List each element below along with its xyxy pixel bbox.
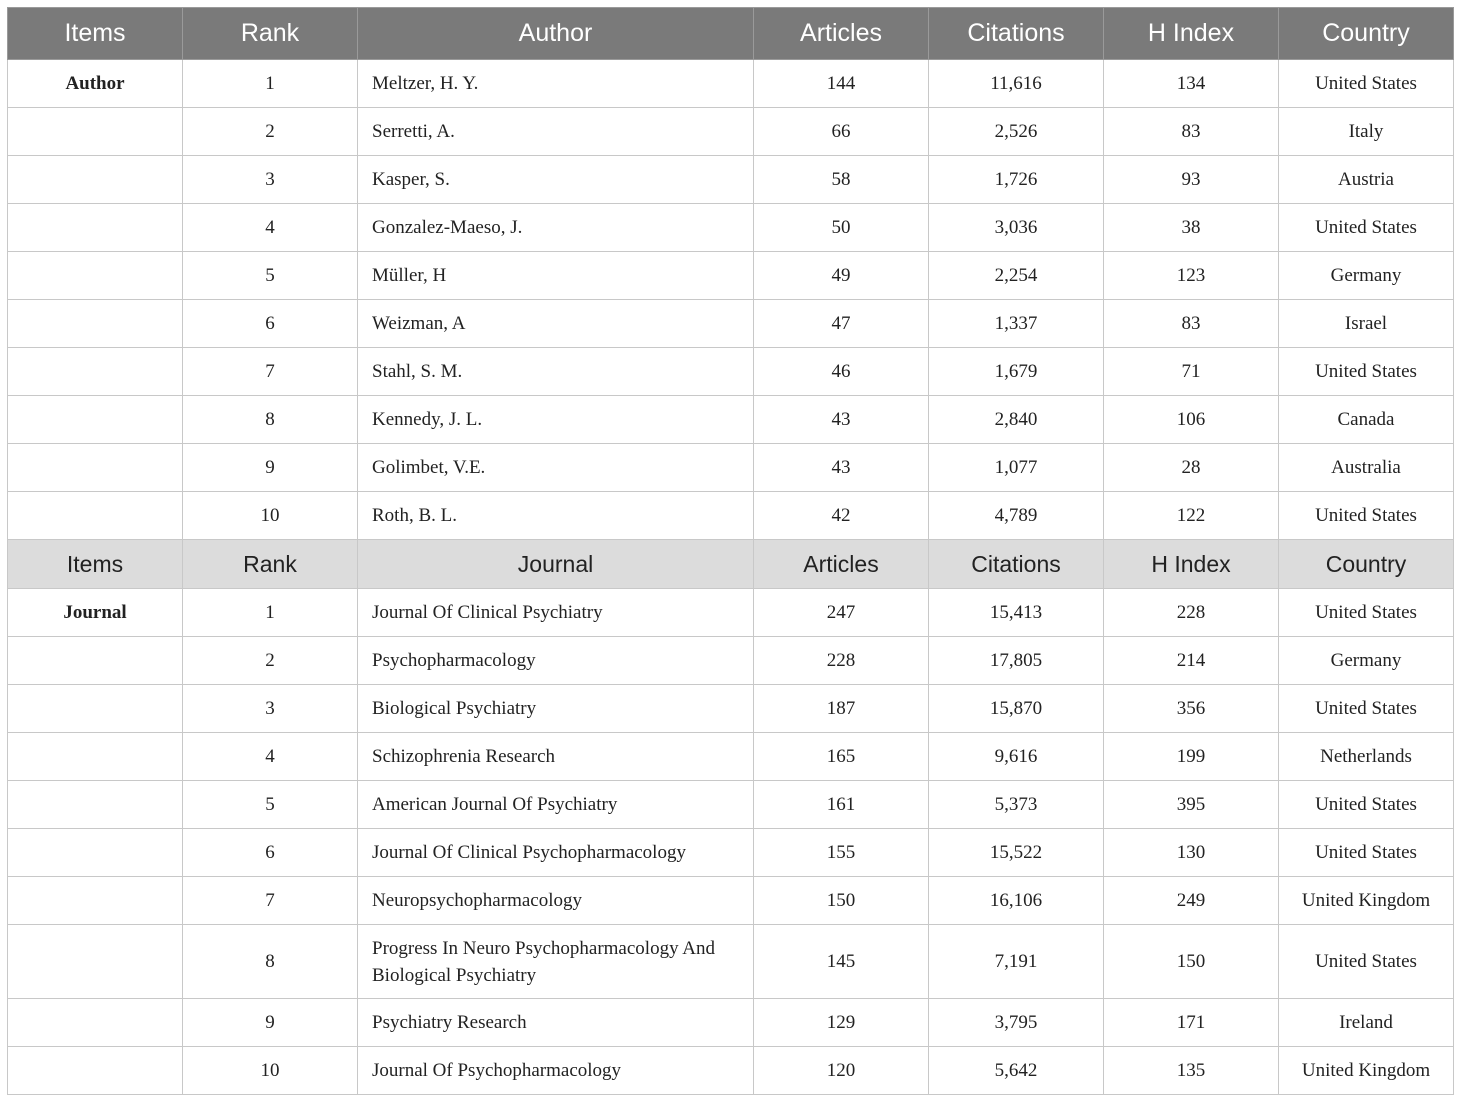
header-h-index: H Index — [1104, 8, 1279, 60]
journal-row — [8, 877, 1454, 925]
name-cell: Biological Psychiatry — [358, 685, 754, 733]
group-label — [8, 252, 183, 300]
group-label — [8, 733, 183, 781]
rank-cell: 9 — [183, 999, 358, 1047]
name-cell: Stahl, S. M. — [358, 348, 754, 396]
h-index-cell: 135 — [1104, 1047, 1279, 1095]
country-cell: United States — [1279, 589, 1454, 637]
name-cell: Roth, B. L. — [358, 492, 754, 540]
h-index-cell: 106 — [1104, 396, 1279, 444]
journal-row — [8, 1047, 1454, 1095]
header-citations: Citations — [929, 8, 1104, 60]
rank-cell: 9 — [183, 444, 358, 492]
journal-row — [8, 999, 1454, 1047]
articles-cell: 145 — [754, 925, 929, 999]
rank-cell: 8 — [183, 396, 358, 444]
group-label: Author — [8, 60, 183, 108]
author-row — [8, 300, 1454, 348]
author-row — [8, 444, 1454, 492]
articles-cell: 144 — [754, 60, 929, 108]
header-country: Country — [1279, 540, 1454, 589]
rank-cell: 1 — [183, 60, 358, 108]
citations-cell: 9,616 — [929, 733, 1104, 781]
author-row — [8, 252, 1454, 300]
rank-cell: 10 — [183, 1047, 358, 1095]
citations-cell: 1,679 — [929, 348, 1104, 396]
header-rank: Rank — [183, 540, 358, 589]
author-row — [8, 156, 1454, 204]
h-index-cell: 171 — [1104, 999, 1279, 1047]
rank-cell: 8 — [183, 925, 358, 999]
journal-row — [8, 829, 1454, 877]
articles-cell: 228 — [754, 637, 929, 685]
country-cell: Germany — [1279, 252, 1454, 300]
citations-cell: 7,191 — [929, 925, 1104, 999]
country-cell: United Kingdom — [1279, 1047, 1454, 1095]
h-index-cell: 134 — [1104, 60, 1279, 108]
table-body — [8, 8, 1454, 1095]
group-label — [8, 108, 183, 156]
h-index-cell: 228 — [1104, 589, 1279, 637]
rank-cell: 10 — [183, 492, 358, 540]
articles-cell: 129 — [754, 999, 929, 1047]
h-index-cell: 249 — [1104, 877, 1279, 925]
country-cell: United Kingdom — [1279, 877, 1454, 925]
group-label — [8, 877, 183, 925]
name-cell: Kasper, S. — [358, 156, 754, 204]
h-index-cell: 83 — [1104, 108, 1279, 156]
group-label: Journal — [8, 589, 183, 637]
name-cell: American Journal Of Psychiatry — [358, 781, 754, 829]
country-cell: United States — [1279, 60, 1454, 108]
articles-cell: 187 — [754, 685, 929, 733]
country-cell: United States — [1279, 685, 1454, 733]
articles-cell: 165 — [754, 733, 929, 781]
citations-cell: 5,373 — [929, 781, 1104, 829]
rankings-table — [7, 7, 1454, 1095]
rank-cell: 5 — [183, 781, 358, 829]
h-index-cell: 123 — [1104, 252, 1279, 300]
header-h-index: H Index — [1104, 540, 1279, 589]
country-cell: Ireland — [1279, 999, 1454, 1047]
rank-cell: 4 — [183, 204, 358, 252]
header-citations: Citations — [929, 540, 1104, 589]
country-cell: Netherlands — [1279, 733, 1454, 781]
journal-header-row — [8, 540, 1454, 589]
author-row — [8, 492, 1454, 540]
group-label — [8, 204, 183, 252]
h-index-cell: 83 — [1104, 300, 1279, 348]
citations-cell: 15,870 — [929, 685, 1104, 733]
country-cell: Australia — [1279, 444, 1454, 492]
author-row — [8, 60, 1454, 108]
h-index-cell: 122 — [1104, 492, 1279, 540]
articles-cell: 161 — [754, 781, 929, 829]
country-cell: Germany — [1279, 637, 1454, 685]
header-rank: Rank — [183, 8, 358, 60]
citations-cell: 2,840 — [929, 396, 1104, 444]
country-cell: Italy — [1279, 108, 1454, 156]
header-articles: Articles — [754, 8, 929, 60]
citations-cell: 2,254 — [929, 252, 1104, 300]
articles-cell: 150 — [754, 877, 929, 925]
rank-cell: 4 — [183, 733, 358, 781]
rank-cell: 7 — [183, 877, 358, 925]
citations-cell: 11,616 — [929, 60, 1104, 108]
articles-cell: 43 — [754, 444, 929, 492]
name-cell: Progress In Neuro Psychopharmacology And Biological Psychiatry — [358, 925, 754, 999]
author-row — [8, 204, 1454, 252]
h-index-cell: 93 — [1104, 156, 1279, 204]
rank-cell: 2 — [183, 108, 358, 156]
articles-cell: 46 — [754, 348, 929, 396]
journal-row — [8, 637, 1454, 685]
group-label — [8, 781, 183, 829]
articles-cell: 49 — [754, 252, 929, 300]
group-label — [8, 685, 183, 733]
group-label — [8, 1047, 183, 1095]
country-cell: Israel — [1279, 300, 1454, 348]
h-index-cell: 28 — [1104, 444, 1279, 492]
country-cell: United States — [1279, 829, 1454, 877]
citations-cell: 1,077 — [929, 444, 1104, 492]
header-items: Items — [8, 540, 183, 589]
name-cell: Serretti, A. — [358, 108, 754, 156]
citations-cell: 3,795 — [929, 999, 1104, 1047]
journal-row — [8, 733, 1454, 781]
articles-cell: 47 — [754, 300, 929, 348]
header-journal: Journal — [358, 540, 754, 589]
h-index-cell: 199 — [1104, 733, 1279, 781]
name-cell: Journal Of Clinical Psychiatry — [358, 589, 754, 637]
author-header-row — [8, 8, 1454, 60]
h-index-cell: 395 — [1104, 781, 1279, 829]
citations-cell: 17,805 — [929, 637, 1104, 685]
rank-cell: 7 — [183, 348, 358, 396]
country-cell: United States — [1279, 781, 1454, 829]
header-items: Items — [8, 8, 183, 60]
group-label — [8, 925, 183, 999]
journal-row — [8, 781, 1454, 829]
rank-cell: 3 — [183, 685, 358, 733]
h-index-cell: 71 — [1104, 348, 1279, 396]
name-cell: Gonzalez-Maeso, J. — [358, 204, 754, 252]
articles-cell: 50 — [754, 204, 929, 252]
journal-row — [8, 589, 1454, 637]
citations-cell: 5,642 — [929, 1047, 1104, 1095]
name-cell: Meltzer, H. Y. — [358, 60, 754, 108]
citations-cell: 2,526 — [929, 108, 1104, 156]
articles-cell: 43 — [754, 396, 929, 444]
name-cell: Psychiatry Research — [358, 999, 754, 1047]
name-cell: Neuropsychopharmacology — [358, 877, 754, 925]
author-row — [8, 396, 1454, 444]
articles-cell: 247 — [754, 589, 929, 637]
rank-cell: 1 — [183, 589, 358, 637]
rank-cell: 6 — [183, 829, 358, 877]
articles-cell: 58 — [754, 156, 929, 204]
name-cell: Müller, H — [358, 252, 754, 300]
name-cell: Psychopharmacology — [358, 637, 754, 685]
rank-cell: 3 — [183, 156, 358, 204]
citations-cell: 3,036 — [929, 204, 1104, 252]
h-index-cell: 130 — [1104, 829, 1279, 877]
citations-cell: 4,789 — [929, 492, 1104, 540]
articles-cell: 120 — [754, 1047, 929, 1095]
country-cell: United States — [1279, 348, 1454, 396]
articles-cell: 42 — [754, 492, 929, 540]
name-cell: Journal Of Psychopharmacology — [358, 1047, 754, 1095]
name-cell: Journal Of Clinical Psychopharmacology — [358, 829, 754, 877]
country-cell: Austria — [1279, 156, 1454, 204]
country-cell: United States — [1279, 492, 1454, 540]
group-label — [8, 348, 183, 396]
h-index-cell: 150 — [1104, 925, 1279, 999]
rank-cell: 5 — [183, 252, 358, 300]
citations-cell: 1,337 — [929, 300, 1104, 348]
name-cell: Weizman, A — [358, 300, 754, 348]
header-articles: Articles — [754, 540, 929, 589]
journal-row — [8, 685, 1454, 733]
citations-cell: 16,106 — [929, 877, 1104, 925]
group-label — [8, 492, 183, 540]
author-row — [8, 348, 1454, 396]
h-index-cell: 38 — [1104, 204, 1279, 252]
h-index-cell: 214 — [1104, 637, 1279, 685]
h-index-cell: 356 — [1104, 685, 1279, 733]
articles-cell: 155 — [754, 829, 929, 877]
rank-cell: 2 — [183, 637, 358, 685]
author-row — [8, 108, 1454, 156]
name-cell: Kennedy, J. L. — [358, 396, 754, 444]
citations-cell: 15,522 — [929, 829, 1104, 877]
group-label — [8, 300, 183, 348]
header-country: Country — [1279, 8, 1454, 60]
country-cell: Canada — [1279, 396, 1454, 444]
group-label — [8, 999, 183, 1047]
articles-cell: 66 — [754, 108, 929, 156]
group-label — [8, 444, 183, 492]
group-label — [8, 829, 183, 877]
country-cell: United States — [1279, 204, 1454, 252]
header-author: Author — [358, 8, 754, 60]
citations-cell: 15,413 — [929, 589, 1104, 637]
country-cell: United States — [1279, 925, 1454, 999]
name-cell: Golimbet, V.E. — [358, 444, 754, 492]
journal-row — [8, 925, 1454, 999]
name-cell: Schizophrenia Research — [358, 733, 754, 781]
group-label — [8, 637, 183, 685]
citations-cell: 1,726 — [929, 156, 1104, 204]
group-label — [8, 156, 183, 204]
group-label — [8, 396, 183, 444]
rank-cell: 6 — [183, 300, 358, 348]
